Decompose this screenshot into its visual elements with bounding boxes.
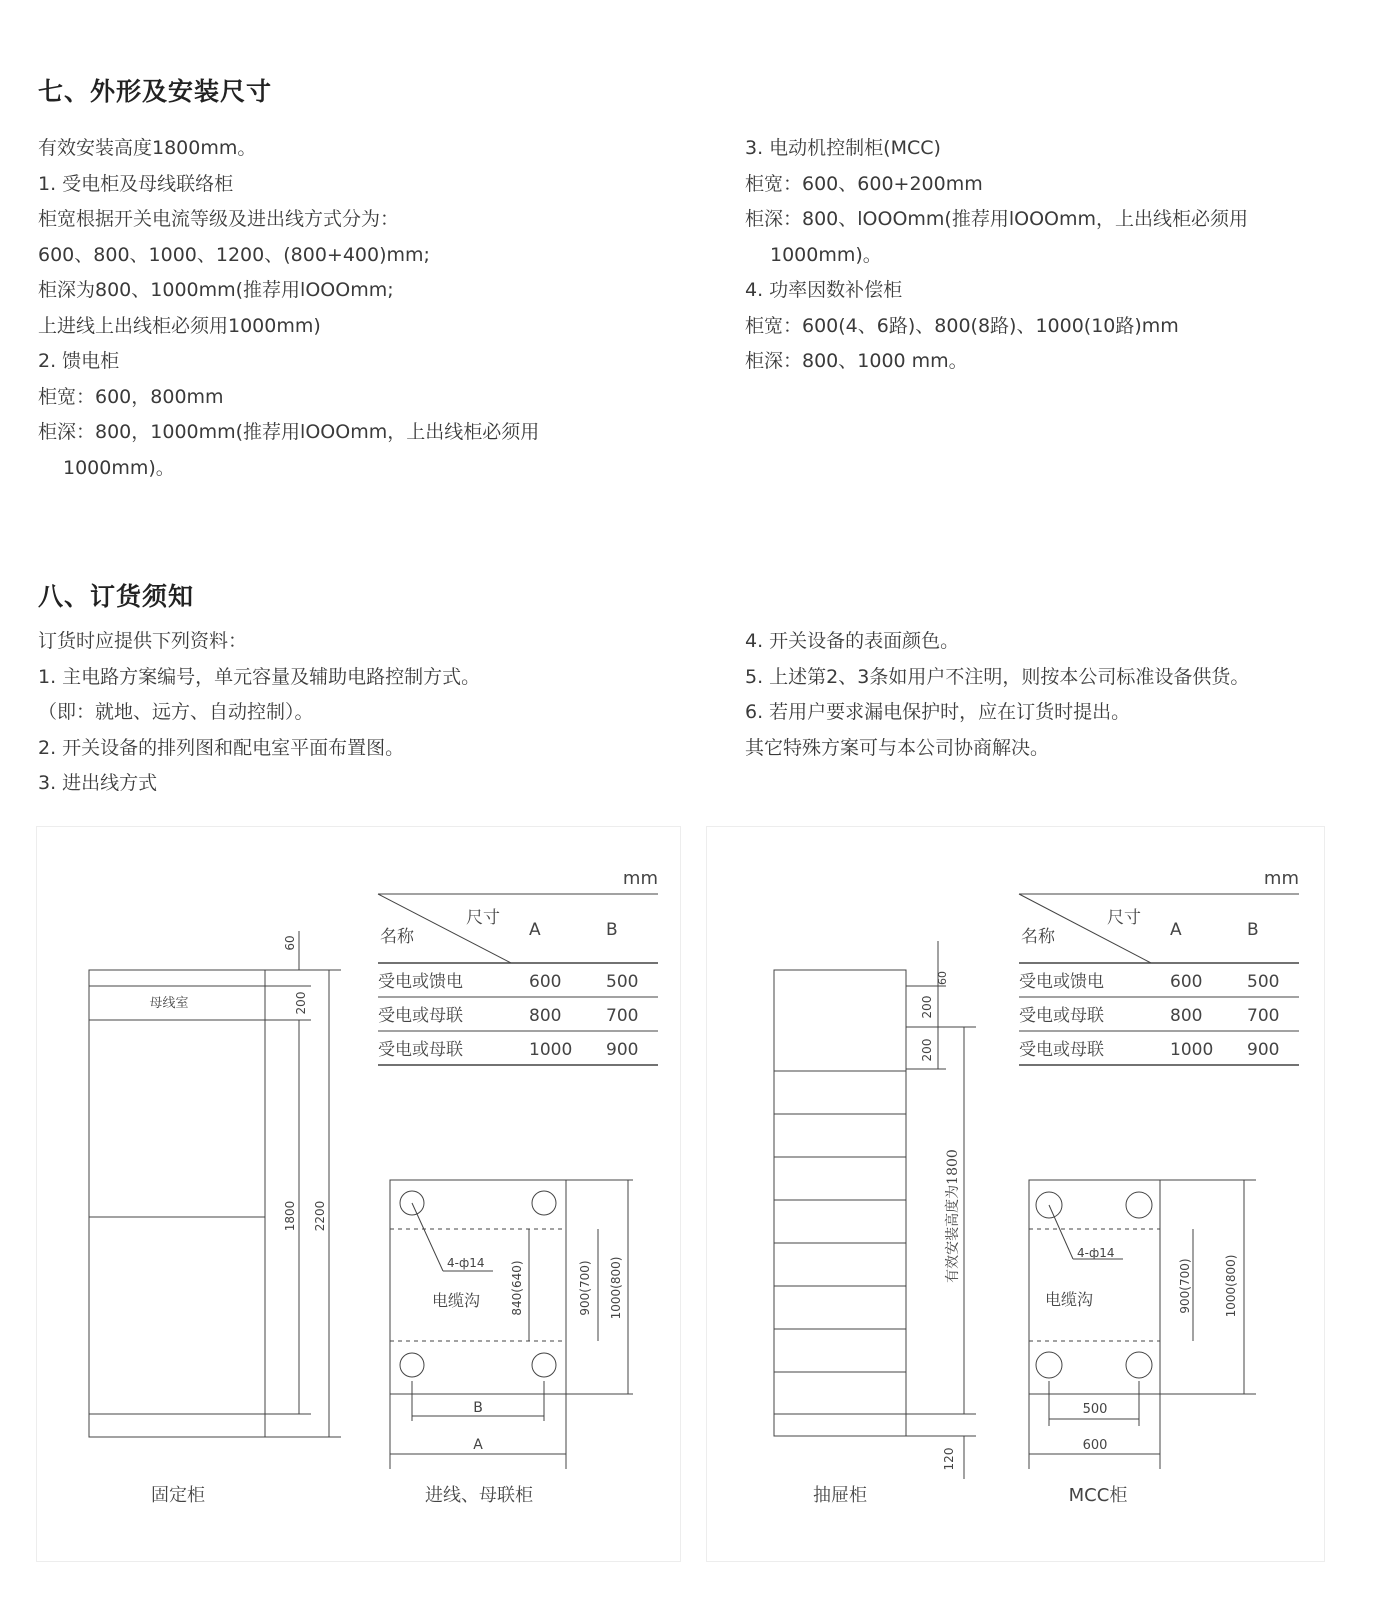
text-line: 6. 若用户要求漏电保护时，应在订货时提出。 — [745, 701, 1131, 723]
table-col-b: B — [606, 920, 618, 940]
table-row-b: 700 — [606, 1006, 639, 1026]
text-line: 有效安装高度1800mm。 — [38, 137, 257, 159]
table-col-a: A — [529, 920, 541, 940]
caption-incoming-cabinet: 进线、母联柜 — [425, 1485, 533, 1506]
dim-depth-outer: 1000(800) — [609, 1256, 623, 1320]
table-row-b: 500 — [606, 972, 639, 992]
dim-width-inner: 500 — [1082, 1402, 1108, 1417]
text-line: 柜深为800、1000mm(推荐用lOOOmm; — [38, 279, 394, 301]
table-row-name: 受电或母联 — [1019, 1040, 1104, 1060]
install-height-label: 有效安装高度为1800 — [945, 1149, 961, 1283]
table-row-b: 700 — [1247, 1006, 1280, 1026]
table-row-b: 900 — [606, 1040, 639, 1060]
table-row-name: 受电或馈电 — [378, 972, 463, 992]
text-line: 3. 电动机控制柜(MCC) — [745, 137, 941, 159]
section7-right-column — [745, 131, 1248, 380]
section8-title: 八、订货须知 — [38, 582, 195, 611]
table-row-a: 600 — [1170, 972, 1203, 992]
table-row-b: 900 — [1247, 1040, 1280, 1060]
text-line: 5. 上述第2、3条如用户不注明，则按本公司标准设备供货。 — [745, 665, 1250, 688]
section8-right-column — [745, 624, 1249, 766]
table-row-a: 1000 — [529, 1040, 573, 1060]
text-line: 柜宽：600(4、6路)、800(8路)、1000(10路)mm — [745, 314, 1179, 337]
dim-depth-mid: 900(700) — [1178, 1258, 1192, 1314]
table-row-name: 受电或母联 — [378, 1006, 463, 1026]
text-line: 柜宽：600，800mm — [38, 385, 224, 408]
drawing-panel-right — [706, 826, 1325, 1562]
dim-bottom: 120 — [942, 1447, 956, 1471]
hole-label: 4-ф14 — [1077, 1246, 1115, 1260]
hole-label: 4-ф14 — [447, 1256, 485, 1270]
text-line: 1000mm)。 — [770, 243, 882, 266]
text-line: （即：就地、远方、自动控制）。 — [38, 701, 314, 723]
table-col-a: A — [1170, 920, 1182, 940]
drawing-panel-left — [36, 826, 681, 1562]
text-line: 3. 进出线方式 — [38, 772, 158, 794]
section7-left-column — [38, 131, 539, 486]
dim-top: 60 — [936, 971, 949, 985]
table-header-name: 名称 — [1021, 927, 1055, 947]
dim-width-outer: 600 — [1082, 1438, 1108, 1453]
dim-total: 2200 — [313, 1200, 327, 1232]
text-line: 上进线上出线柜必须用1000mm) — [38, 314, 321, 337]
text-line: 4. 开关设备的表面颜色。 — [745, 630, 960, 652]
table-row-a: 600 — [529, 972, 562, 992]
table-row-name: 受电或母联 — [1019, 1006, 1104, 1026]
text-line: 1. 受电柜及母线联络柜 — [38, 172, 234, 195]
table-header-size: 尺寸 — [466, 908, 500, 928]
trench-label: 电缆沟 — [1044, 1290, 1094, 1309]
dim-body: 1800 — [283, 1200, 297, 1232]
text-line: 4. 功率因数补偿柜 — [745, 279, 903, 301]
busbar-room-label: 母线室 — [149, 996, 189, 1011]
text-line: 2. 开关设备的排列图和配电室平面布置图。 — [38, 736, 405, 759]
text-line: 柜深：800、lOOOmm(推荐用lOOOmm，上出线柜必须用 — [745, 208, 1248, 230]
text-line: 柜深：800，1000mm(推荐用lOOOmm，上出线柜必须用 — [38, 421, 540, 443]
dim-top2: 200 — [920, 995, 934, 1019]
table-row-a: 1000 — [1170, 1040, 1214, 1060]
text-line: 柜宽：600、600+200mm — [745, 172, 983, 195]
dim-depth-mid: 900(700) — [578, 1260, 592, 1316]
dim-top: 60 — [283, 935, 297, 951]
drawing-left-svg — [37, 827, 680, 1561]
caption-fixed-cabinet: 固定柜 — [151, 1485, 205, 1506]
text-line: 柜宽根据开关电流等级及进出线方式分为： — [38, 208, 400, 230]
text-line: 1000mm)。 — [63, 456, 175, 479]
text-line: 600、800、1000、1200、(800+400)mm; — [38, 243, 430, 266]
table-row-b: 500 — [1247, 972, 1280, 992]
text-line: 订货时应提供下列资料： — [38, 630, 248, 652]
drawing-right-svg — [707, 827, 1324, 1561]
section7-title: 七、外形及安装尺寸 — [38, 77, 273, 106]
dim-depth-outer: 1000(800) — [1224, 1254, 1238, 1318]
table-header-size: 尺寸 — [1107, 908, 1141, 928]
trench-label: 电缆沟 — [431, 1291, 481, 1310]
caption-mcc-cabinet: MCC柜 — [1068, 1485, 1128, 1506]
dim-label-b: B — [473, 1400, 483, 1416]
table-row-name: 受电或馈电 — [1019, 972, 1104, 992]
table-header-name: 名称 — [380, 927, 414, 947]
table-col-b: B — [1247, 920, 1259, 940]
text-line: 1. 主电路方案编号，单元容量及辅助电路控制方式。 — [38, 665, 481, 688]
dim-busbar: 200 — [294, 991, 308, 1015]
text-line: 2. 馈电柜 — [38, 350, 120, 372]
table-unit: mm — [622, 868, 658, 889]
table-unit: mm — [1263, 868, 1299, 889]
dim-depth-inner: 840(640) — [510, 1260, 524, 1316]
table-row-a: 800 — [529, 1006, 562, 1026]
table-row-a: 800 — [1170, 1006, 1203, 1026]
dim-top3: 200 — [920, 1038, 934, 1062]
dim-label-a: A — [473, 1437, 483, 1453]
table-row-name: 受电或母联 — [378, 1040, 463, 1060]
text-line: 柜深：800、1000 mm。 — [745, 350, 968, 372]
section8-left-column — [38, 624, 480, 802]
text-line: 其它特殊方案可与本公司协商解决。 — [745, 736, 1050, 759]
caption-drawer-cabinet: 抽屉柜 — [813, 1485, 867, 1506]
